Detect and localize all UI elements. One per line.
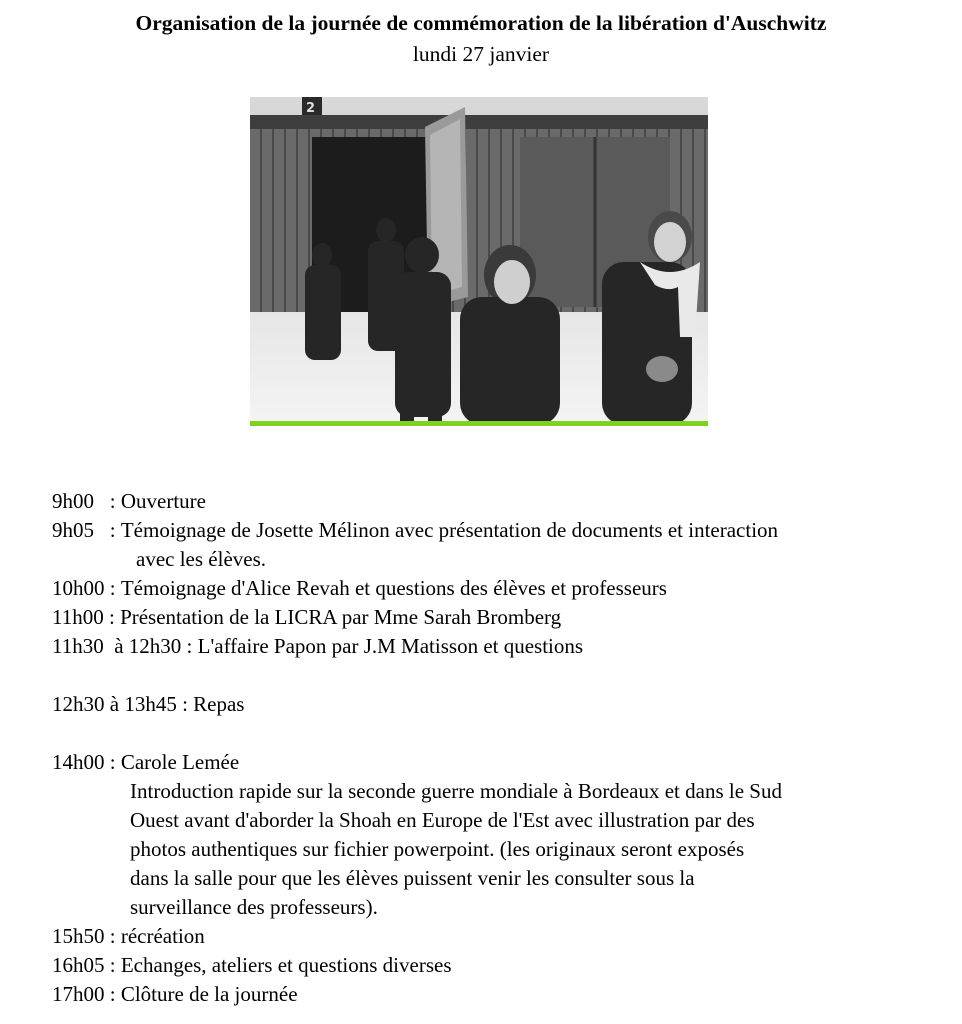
schedule-time: 9h05 : — [52, 518, 121, 542]
schedule-item-continuation — [52, 545, 932, 574]
schedule-text: L'affaire Papon par J.M Matisson et questions — [197, 634, 584, 658]
schedule-text: Présentation de la LICRA par Mme Sarah Bromberg — [120, 605, 562, 629]
schedule-time: 12h30 à 13h45 : — [52, 692, 194, 716]
schedule-item-papon — [52, 632, 932, 661]
schedule-text: Carole Lemée — [120, 750, 240, 774]
schedule-list — [52, 487, 932, 1009]
schedule-item-workshops — [52, 951, 932, 980]
schedule-text: Témoignage d'Alice Revah et questions des élèves et professeurs — [120, 576, 667, 600]
schedule-item-opening — [52, 487, 932, 516]
page-title: Organisation de la journée de commémoration de la libération d'Auschwitz — [135, 11, 827, 35]
detail-line: photos authentiques sur fichier powerpoint. (les originaux seront exposés — [130, 837, 745, 861]
schedule-item-break — [52, 922, 932, 951]
schedule-text: récréation — [120, 924, 205, 948]
schedule-time: 11h30 à 12h30 : — [52, 634, 198, 658]
schedule-item-lunch — [52, 690, 932, 719]
schedule-time: 10h00 : — [52, 576, 121, 600]
detail-line: dans la salle pour que les élèves puissent venir les consulter sous la — [130, 866, 695, 890]
schedule-text: Ouverture — [120, 489, 206, 513]
spacer — [52, 719, 932, 748]
detail-line: surveillance des professeurs). — [130, 895, 378, 919]
schedule-time: 11h00 : — [52, 605, 121, 629]
schedule-item-lemee-details — [52, 777, 932, 922]
photo-accent-bar — [250, 421, 708, 426]
schedule-text: Témoignage de Josette Mélinon avec présentation de documents et interaction — [120, 518, 779, 542]
schedule-item-testimony-melinon — [52, 516, 932, 545]
schedule-text: Clôture de la journée — [120, 982, 298, 1006]
svg-text:2: 2 — [306, 101, 316, 116]
historical-photo — [250, 97, 708, 425]
schedule-item-lemee — [52, 748, 932, 777]
schedule-time: 17h00 : — [52, 982, 121, 1006]
schedule-time: 15h50 : — [52, 924, 121, 948]
detail-line: Introduction rapide sur la seconde guerre mondiale à Bordeaux et dans le Sud — [130, 779, 782, 803]
page-date: lundi 27 janvier — [412, 42, 550, 66]
schedule-text: Echanges, ateliers et questions diverses — [120, 953, 452, 977]
schedule-item-testimony-revah — [52, 574, 932, 603]
schedule-time: 14h00 : — [52, 750, 121, 774]
schedule-item-closing — [52, 980, 932, 1009]
detail-line: Ouest avant d'aborder la Shoah en Europe de l'Est avec illustration par des — [130, 808, 755, 832]
schedule-text-continuation: avec les élèves. — [136, 547, 267, 571]
schedule-text: Repas — [193, 692, 245, 716]
schedule-item-licra — [52, 603, 932, 632]
schedule-time: 16h05 : — [52, 953, 121, 977]
spacer — [52, 661, 932, 690]
schedule-time: 9h00 : — [52, 489, 121, 513]
